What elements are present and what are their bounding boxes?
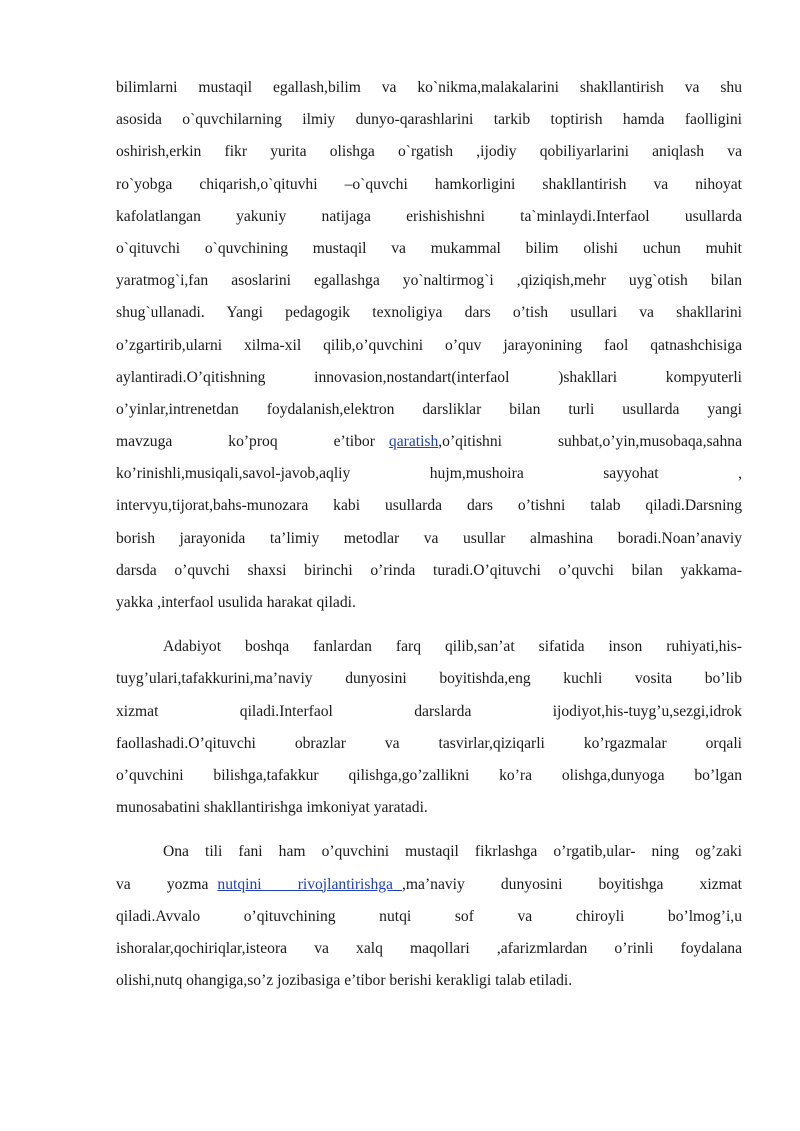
text-line: olishi,nutq ohangiga,so’z jozibasiga e’tibor berishi kerakligi talab etiladi.	[116, 972, 573, 990]
document-page	[116, 72, 742, 997]
text-line: bilimlarni mustaqil egallash,bilim va ko`nikma,malakalarini shakllantirish va shu	[116, 79, 742, 96]
text-line: o’quvchini bilishga,tafakkur qilishga,go’zallikni ko’ra olishga,dunyoga bo’lgan	[116, 766, 742, 784]
text-line: shug`ullanadi. Yangi pedagogik texnoligiya dars o’tish usullari va shakllarini	[116, 304, 742, 322]
nutqini-rivojlantirishga-link[interactable]: nutqini rivojlantirishga	[217, 875, 402, 893]
text-line: ko’rinishli,musiqali,savol-javob,aqliy hujm,mushoira sayyohat ,	[116, 465, 742, 483]
paragraph-3	[116, 836, 742, 997]
text-line: ro`yobga chiqarish,o`qituvhi –o`quvchi hamkorligini shakllantirish va nihoyat	[116, 175, 742, 193]
text-line: borish jarayonida ta’limiy metodlar va usullar almashina boradi.Noan’anaviy	[116, 529, 742, 547]
text-line: munosabatini shakllantirishga imkoniyat yaratadi.	[116, 799, 428, 817]
text-line: tuyg’ulari,tafakkurini,ma’naviy dunyosini boyitishda,eng kuchli vosita bo’lib	[116, 670, 742, 688]
text-line: faollashadi.O’qituvchi obrazlar va tasvirlar,qiziqarli ko’rgazmalar orqali	[116, 734, 742, 752]
text-line: xizmat qiladi.Interfaol darslarda ijodiyot,his-tuyg’u,sezgi,idrok	[116, 702, 742, 720]
paragraph-spacer	[116, 619, 742, 631]
text-line: kafolatlangan yakuniy natijaga erishishishni ta`minlaydi.Interfaol usullarda	[116, 207, 742, 225]
text-line: o’zgartirib,ularni xilma-xil qilib,o’quvchini o’quv jarayonining faol qatnashchisiga	[116, 336, 742, 354]
text-segment: mavzuga ko’proq e’tibor	[116, 433, 389, 451]
text-line: qiladi.Avvalo o’qituvchining nutqi sof va chiroyli bo’lmog’i,u	[116, 907, 742, 925]
text-line: Adabiyot boshqa fanlardan farq qilib,san’at sifatida inson ruhiyati,his-	[163, 638, 742, 656]
text-line: darsda o’quvchi shaxsi birinchi o’rinda turadi.O’qituvchi o’quvchi bilan yakkama-	[116, 561, 742, 579]
text-line: oshirish,erkin fikr yurita olishga o`rgatish ,ijodiy qobiliyarlarini aniqlash va	[116, 143, 742, 161]
text-line: yaratmog`i,fan asoslarini egallashga yo`naltirmog`i ,qiziqish,mehr uyg`otish bilan	[116, 272, 742, 290]
qaratish-link[interactable]: qaratish	[388, 433, 439, 451]
text-line: intervyu,tijorat,bahs-munozara kabi usullarda dars o’tishni talab qiladi.Darsning	[116, 497, 742, 515]
text-segment: ,o’qitishni suhbat,o’yin,musobaqa,sahna	[438, 433, 742, 451]
text-line: Ona tili fani ham o’quvchini mustaqil fikrlashga o’rgatib,ular- ning og’zaki	[163, 843, 742, 861]
text-line: o’yinlar,intrenetdan foydalanish,elektron darsliklar bilan turli usullarda yangi	[116, 400, 742, 418]
text-segment: ,ma’naviy dunyosini boyitishga xizmat	[402, 875, 742, 893]
text-line: asosida o`quvchilarning ilmiy dunyo-qarashlarini tarkib toptirish hamda faolligini	[116, 111, 742, 129]
text-segment: va yozma	[116, 875, 218, 893]
text-line-with-link	[116, 426, 742, 458]
paragraph-1	[116, 72, 742, 619]
text-line-with-link	[116, 869, 742, 901]
paragraph-spacer	[116, 824, 742, 836]
text-line: aylantiradi.O’qitishning innovasion,nostandart(interfaol )shakllari kompyuterli	[116, 368, 742, 386]
paragraph-2	[116, 631, 742, 824]
text-line: o`qituvchi o`quvchining mustaqil va mukammal bilim olishi uchun muhit	[116, 239, 742, 257]
text-line: ishoralar,qochiriqlar,isteora va xalq maqollari ,afarizmlardan o’rinli foydalana	[116, 939, 742, 957]
text-line: yakka ,interfaol usulida harakat qiladi.	[116, 594, 356, 611]
